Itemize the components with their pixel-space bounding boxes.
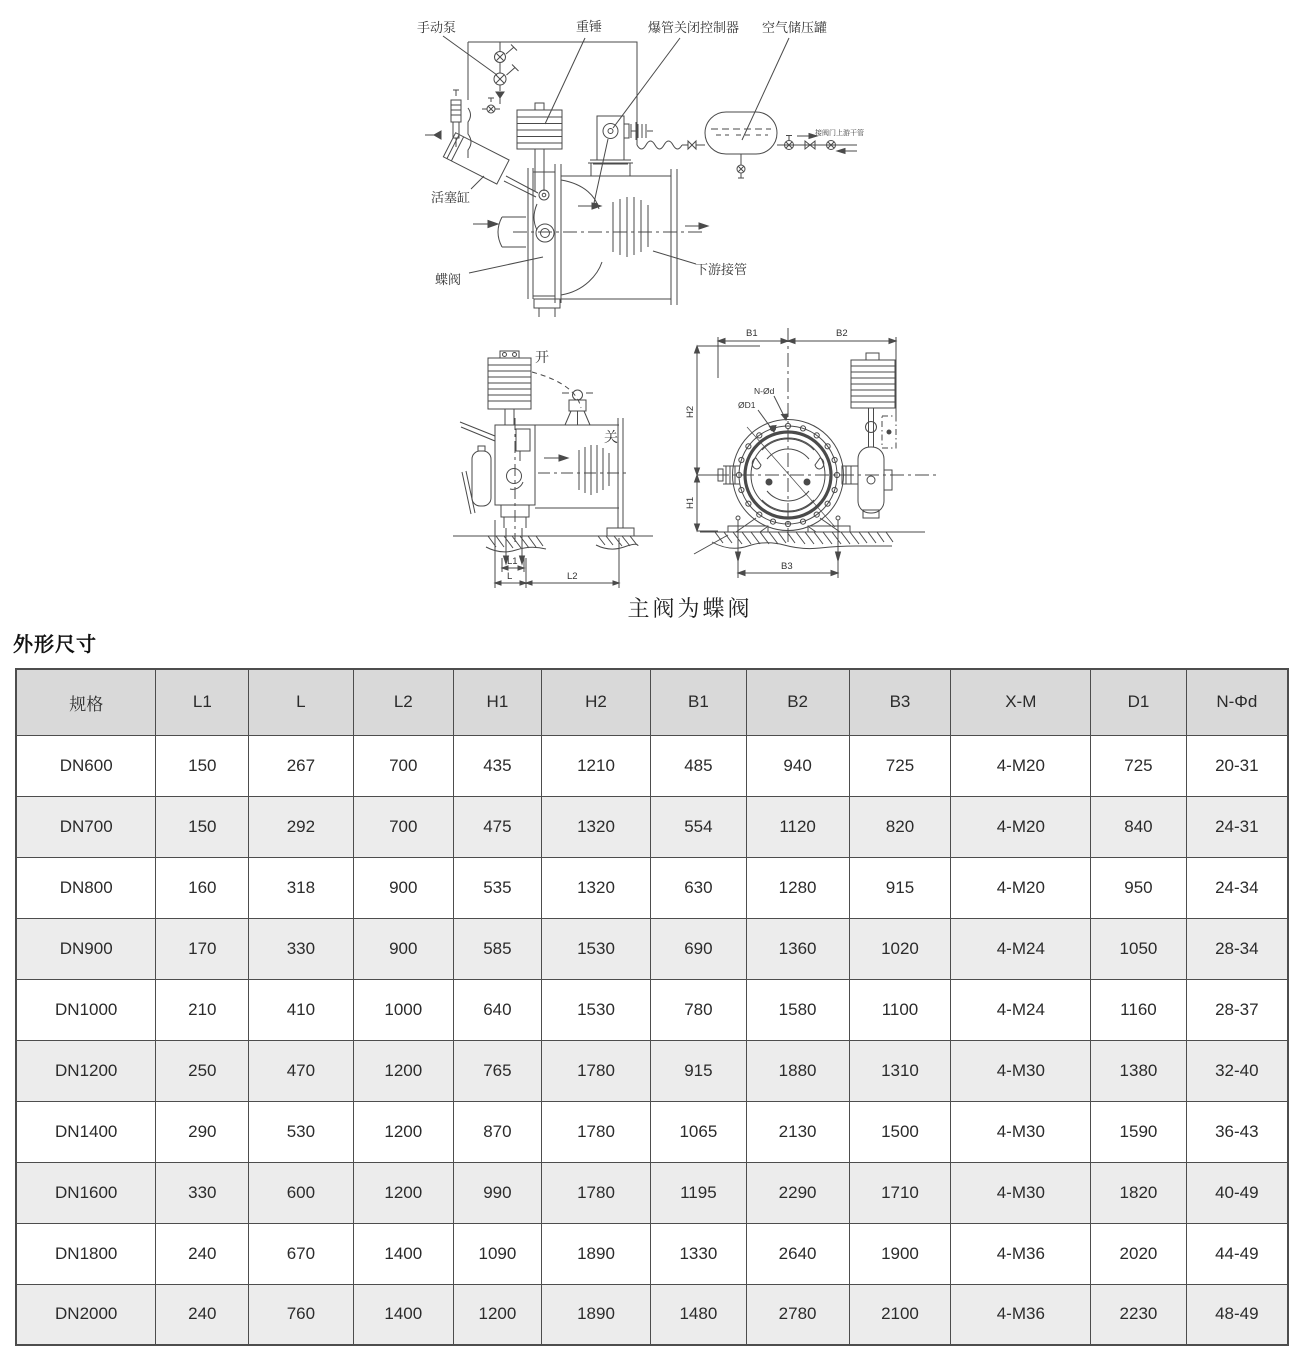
table-row	[16, 918, 1288, 979]
value-cell: 1900	[849, 1223, 951, 1284]
value-cell: 330	[249, 918, 353, 979]
value-cell: 4-M30	[951, 1040, 1091, 1101]
value-cell: 1780	[541, 1101, 650, 1162]
column-header: B2	[746, 669, 849, 735]
installation-schematic-diagram	[385, 12, 1030, 330]
value-cell: 1820	[1091, 1162, 1186, 1223]
spec-cell: DN2000	[16, 1284, 156, 1345]
label-manual-pump: 手动泵	[417, 20, 457, 35]
table-row	[16, 857, 1288, 918]
value-cell: 290	[156, 1101, 249, 1162]
value-cell: 585	[454, 918, 542, 979]
section-title: 外形尺寸	[13, 634, 97, 656]
value-cell: 600	[249, 1162, 353, 1223]
value-cell: 150	[156, 735, 249, 796]
value-cell: 485	[651, 735, 746, 796]
spec-cell: DN1000	[16, 979, 156, 1040]
value-cell: 1200	[454, 1284, 542, 1345]
label-bolt-holes: N-Ød	[754, 386, 775, 396]
label-upstream-note: 接阀门上游干管	[815, 130, 864, 137]
value-cell: 4-M20	[951, 735, 1091, 796]
value-cell: 1000	[353, 979, 453, 1040]
value-cell: 1880	[746, 1040, 849, 1101]
value-cell: 780	[651, 979, 746, 1040]
table-row	[16, 1162, 1288, 1223]
dim-b1: B1	[746, 328, 758, 339]
diagram-caption: 主阀为蝶阀	[627, 596, 753, 621]
value-cell: 2130	[746, 1101, 849, 1162]
label-burst-controller: 爆管关闭控制器	[648, 20, 740, 35]
spec-cell: DN700	[16, 796, 156, 857]
column-header: B3	[849, 669, 951, 735]
label-weight: 重锤	[576, 19, 603, 34]
value-cell: 4-M30	[951, 1101, 1091, 1162]
value-cell: 4-M20	[951, 796, 1091, 857]
spec-cell: DN900	[16, 918, 156, 979]
front-view-diagram	[670, 320, 952, 608]
spec-cell: DN1800	[16, 1223, 156, 1284]
value-cell: 20-31	[1186, 735, 1288, 796]
value-cell: 44-49	[1186, 1223, 1288, 1284]
value-cell: 1200	[353, 1040, 453, 1101]
value-cell: 1320	[541, 796, 650, 857]
value-cell: 4-M20	[951, 857, 1091, 918]
label-flange-dia: ØD1	[738, 400, 756, 410]
value-cell: 900	[353, 918, 453, 979]
value-cell: 765	[454, 1040, 542, 1101]
value-cell: 670	[249, 1223, 353, 1284]
value-cell: 640	[454, 979, 542, 1040]
value-cell: 1780	[541, 1162, 650, 1223]
value-cell: 1200	[353, 1101, 453, 1162]
value-cell: 1530	[541, 979, 650, 1040]
side-view-diagram	[438, 330, 670, 618]
value-cell: 1320	[541, 857, 650, 918]
value-cell: 700	[353, 796, 453, 857]
value-cell: 1710	[849, 1162, 951, 1223]
spec-cell: DN600	[16, 735, 156, 796]
value-cell: 2780	[746, 1284, 849, 1345]
spec-cell: DN1200	[16, 1040, 156, 1101]
label-piston-cylinder: 活塞缸	[431, 190, 471, 205]
dimension-table-body	[16, 735, 1288, 1345]
value-cell: 990	[454, 1162, 542, 1223]
dim-b3: B3	[781, 561, 793, 572]
spec-cell: DN800	[16, 857, 156, 918]
value-cell: 1310	[849, 1040, 951, 1101]
table-row	[16, 1223, 1288, 1284]
table-row	[16, 1284, 1288, 1345]
value-cell: 915	[849, 857, 951, 918]
value-cell: 150	[156, 796, 249, 857]
value-cell: 4-M36	[951, 1284, 1091, 1345]
label-butterfly-valve: 蝶阀	[435, 272, 462, 287]
value-cell: 915	[651, 1040, 746, 1101]
value-cell: 1580	[746, 979, 849, 1040]
value-cell: 250	[156, 1040, 249, 1101]
value-cell: 725	[849, 735, 951, 796]
value-cell: 2100	[849, 1284, 951, 1345]
value-cell: 267	[249, 735, 353, 796]
value-cell: 950	[1091, 857, 1186, 918]
table-row	[16, 979, 1288, 1040]
value-cell: 4-M24	[951, 979, 1091, 1040]
value-cell: 1480	[651, 1284, 746, 1345]
value-cell: 840	[1091, 796, 1186, 857]
value-cell: 28-34	[1186, 918, 1288, 979]
value-cell: 470	[249, 1040, 353, 1101]
value-cell: 1120	[746, 796, 849, 857]
label-air-tank: 空气储压罐	[762, 20, 828, 35]
column-header: D1	[1091, 669, 1186, 735]
value-cell: 900	[353, 857, 453, 918]
value-cell: 48-49	[1186, 1284, 1288, 1345]
value-cell: 4-M36	[951, 1223, 1091, 1284]
table-row	[16, 1040, 1288, 1101]
dim-h2: H2	[685, 405, 696, 418]
value-cell: 2640	[746, 1223, 849, 1284]
value-cell: 240	[156, 1284, 249, 1345]
value-cell: 554	[651, 796, 746, 857]
value-cell: 1500	[849, 1101, 951, 1162]
value-cell: 1890	[541, 1284, 650, 1345]
table-row	[16, 735, 1288, 796]
column-header: L	[249, 669, 353, 735]
value-cell: 1050	[1091, 918, 1186, 979]
value-cell: 292	[249, 796, 353, 857]
value-cell: 1360	[746, 918, 849, 979]
value-cell: 530	[249, 1101, 353, 1162]
value-cell: 330	[156, 1162, 249, 1223]
value-cell: 1160	[1091, 979, 1186, 1040]
value-cell: 870	[454, 1101, 542, 1162]
dim-l2: L2	[567, 571, 578, 582]
value-cell: 690	[651, 918, 746, 979]
value-cell: 435	[454, 735, 542, 796]
column-header: N-Φd	[1186, 669, 1288, 735]
value-cell: 1530	[541, 918, 650, 979]
value-cell: 40-49	[1186, 1162, 1288, 1223]
value-cell: 410	[249, 979, 353, 1040]
value-cell: 1400	[353, 1223, 453, 1284]
label-downstream-pipe: 下游接管	[695, 262, 748, 277]
value-cell: 1780	[541, 1040, 650, 1101]
value-cell: 2230	[1091, 1284, 1186, 1345]
value-cell: 1400	[353, 1284, 453, 1345]
value-cell: 1090	[454, 1223, 542, 1284]
value-cell: 4-M24	[951, 918, 1091, 979]
value-cell: 2290	[746, 1162, 849, 1223]
dim-h1: H1	[685, 496, 696, 509]
value-cell: 28-37	[1186, 979, 1288, 1040]
dimension-table	[15, 668, 1289, 1346]
value-cell: 535	[454, 857, 542, 918]
value-cell: 760	[249, 1284, 353, 1345]
value-cell: 1200	[353, 1162, 453, 1223]
value-cell: 240	[156, 1223, 249, 1284]
value-cell: 24-34	[1186, 857, 1288, 918]
value-cell: 36-43	[1186, 1101, 1288, 1162]
value-cell: 1210	[541, 735, 650, 796]
column-header: H2	[541, 669, 650, 735]
dim-b2: B2	[836, 328, 848, 339]
value-cell: 1330	[651, 1223, 746, 1284]
label-open: 开	[535, 349, 549, 365]
value-cell: 32-40	[1186, 1040, 1288, 1101]
value-cell: 1100	[849, 979, 951, 1040]
column-header: H1	[454, 669, 542, 735]
value-cell: 725	[1091, 735, 1186, 796]
table-row	[16, 796, 1288, 857]
value-cell: 940	[746, 735, 849, 796]
column-header: 规格	[16, 669, 156, 735]
value-cell: 1195	[651, 1162, 746, 1223]
table-row	[16, 1101, 1288, 1162]
dim-l: L	[507, 571, 513, 582]
value-cell: 700	[353, 735, 453, 796]
column-header: L1	[156, 669, 249, 735]
value-cell: 210	[156, 979, 249, 1040]
column-header: L2	[353, 669, 453, 735]
dimension-table-head-row	[16, 669, 1288, 735]
spec-cell: DN1600	[16, 1162, 156, 1223]
value-cell: 1065	[651, 1101, 746, 1162]
value-cell: 1590	[1091, 1101, 1186, 1162]
value-cell: 2020	[1091, 1223, 1186, 1284]
value-cell: 1380	[1091, 1040, 1186, 1101]
value-cell: 4-M30	[951, 1162, 1091, 1223]
value-cell: 1280	[746, 857, 849, 918]
value-cell: 1890	[541, 1223, 650, 1284]
dim-l1: L1	[507, 556, 518, 567]
column-header: B1	[651, 669, 746, 735]
spec-cell: DN1400	[16, 1101, 156, 1162]
value-cell: 170	[156, 918, 249, 979]
column-header: X-M	[951, 669, 1091, 735]
value-cell: 820	[849, 796, 951, 857]
value-cell: 24-31	[1186, 796, 1288, 857]
value-cell: 318	[249, 857, 353, 918]
value-cell: 475	[454, 796, 542, 857]
label-closed: 关	[604, 429, 618, 445]
value-cell: 160	[156, 857, 249, 918]
value-cell: 630	[651, 857, 746, 918]
value-cell: 1020	[849, 918, 951, 979]
